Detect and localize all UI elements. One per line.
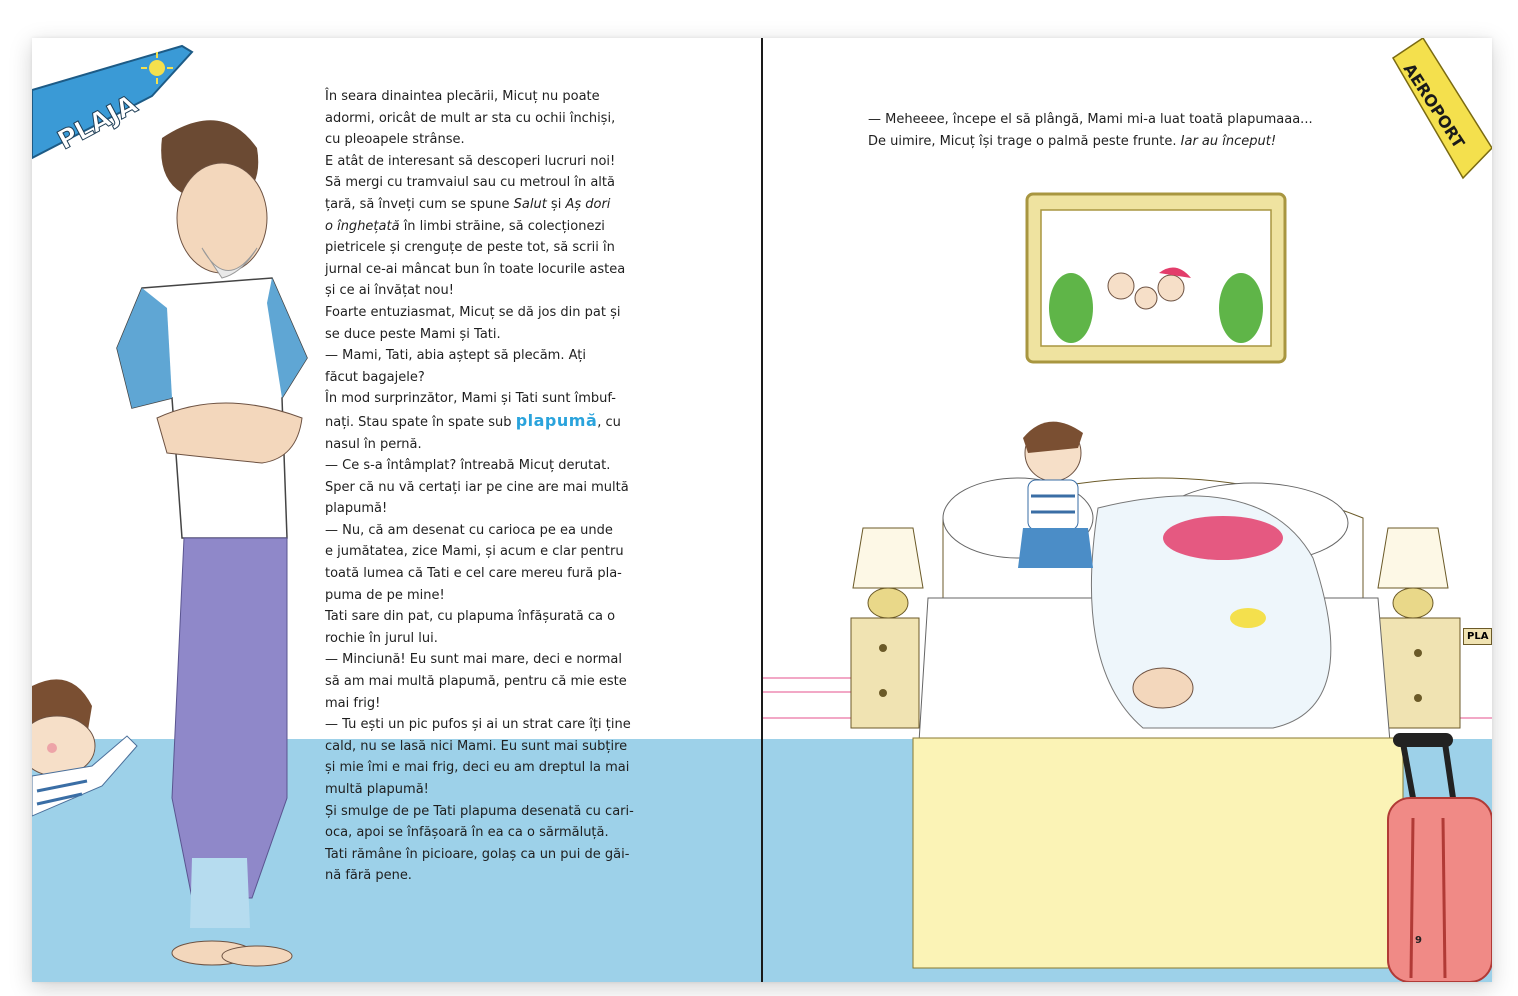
text-line — [325, 844, 665, 866]
text-line — [325, 822, 665, 844]
text-run: — Nu, că am desenat cu carioca pe ea unde — [325, 522, 613, 538]
text-line — [325, 280, 665, 302]
aeroport-sign-text: AEROPORT — [1399, 59, 1469, 152]
text-line — [325, 455, 665, 477]
text-run: făcut bagajele? — [325, 369, 425, 385]
text-line — [325, 259, 665, 281]
text-line — [325, 367, 665, 389]
text-run: Aș dori — [565, 196, 611, 212]
text-line — [325, 628, 665, 650]
text-run: jurnal ce-ai mâncat bun în toate locurile astea — [325, 261, 626, 277]
small-sign-text: PLA — [1463, 628, 1492, 645]
text-run: adormi, oricât de mult ar sta cu ochii închiși, — [325, 110, 616, 126]
text-run: toată lumea că Tati e cel care mereu fură pla- — [325, 566, 622, 582]
text-run: și mie îmi e mai frig, deci eu am dreptul la mai — [325, 760, 630, 776]
text-line — [325, 237, 665, 259]
text-line — [325, 585, 665, 607]
text-line — [868, 131, 1388, 153]
text-line — [325, 563, 665, 585]
text-run: rochie în jurul lui. — [325, 630, 438, 646]
text-run: — Tu ești un pic pufos și ai un strat care îți ține — [325, 717, 631, 733]
wall-picture-frame — [1021, 188, 1291, 368]
text-run: Să mergi cu tramvaiul sau cu metroul în altă — [325, 175, 615, 191]
text-run: oca, apoi se înfășoară în ea ca o sărmăluță. — [325, 825, 609, 841]
text-run: pietricele și crenguțe de peste tot, să scrii în — [325, 240, 615, 256]
suitcase-illustration — [1383, 728, 1492, 982]
text-line — [325, 434, 665, 456]
text-line — [325, 606, 665, 628]
text-run: în limbi străine, să colecționezi — [399, 218, 605, 234]
text-line — [325, 541, 665, 563]
text-run: Foarte entuziasmat, Micuț se dă jos din pat și — [325, 304, 621, 320]
text-line — [325, 172, 665, 194]
book-spread — [32, 38, 1492, 982]
text-run: cald, nu se lasă nici Mami. Eu sunt mai subțire — [325, 738, 628, 754]
text-run: De uimire, Micuț își trage o palmă peste frunte. — [868, 133, 1181, 149]
text-line — [325, 194, 665, 216]
text-run: Tati rămâne în picioare, golaș ca un pui de găi- — [325, 846, 630, 862]
text-run: E atât de interesant să descoperi lucruri noi! — [325, 153, 616, 169]
text-run: o înghețată — [325, 218, 400, 234]
text-line — [325, 736, 665, 758]
text-run: e jumătatea, zice Mami, și acum e clar pentru — [325, 544, 624, 560]
text-run: nasul în pernă. — [325, 436, 422, 452]
text-line — [325, 671, 665, 693]
text-run: Iar au început! — [1180, 133, 1277, 149]
highlighted-word: plapumă — [515, 410, 598, 430]
aeroport-sign-illustration — [1363, 38, 1492, 188]
text-line — [325, 693, 665, 715]
text-run: mai frig! — [325, 695, 381, 711]
text-run: Și smulge de pe Tati plapuma desenată cu cari- — [325, 803, 634, 819]
text-run: În seara dinaintea plecării, Micuț nu poate — [325, 89, 600, 104]
text-run: și ce ai învățat nou! — [325, 283, 454, 299]
text-run: — Mami, Tati, abia aștept să plecăm. Ați — [325, 348, 586, 364]
plaja-sign-text: PLAJA — [52, 89, 143, 157]
text-run: țară, să înveți cum se spune — [325, 196, 514, 212]
text-line — [325, 302, 665, 324]
text-run: să am mai multă plapumă, pentru că mie este — [325, 674, 627, 690]
text-run: puma de pe mine! — [325, 587, 445, 603]
text-line — [325, 757, 665, 779]
page-number: 9 — [1415, 935, 1422, 946]
text-line — [325, 801, 665, 823]
text-line — [868, 109, 1388, 131]
text-run: — Meheeee, începe el să plângă, Mami mi-a luat toată plapumaaa... — [868, 112, 1313, 127]
text-line — [325, 108, 665, 130]
text-line — [325, 477, 665, 499]
text-run: Salut — [513, 196, 547, 212]
text-line — [325, 410, 665, 434]
text-line — [325, 216, 665, 238]
text-run: În mod surprinzător, Mami și Tati sunt îmbuf- — [325, 391, 616, 407]
text-run: multă plapumă! — [325, 782, 429, 797]
child-peeking-illustration — [32, 666, 142, 826]
story-text-left — [325, 86, 665, 887]
text-run: — Minciună! Eu sunt mai mare, deci e normal — [325, 652, 622, 668]
text-line — [325, 388, 665, 410]
text-run: — Ce s-a întâmplat? întreabă Micuț derutat. — [325, 458, 611, 474]
father-illustration — [72, 98, 312, 978]
text-run: cu pleoapele strânse. — [325, 132, 465, 148]
text-line — [325, 649, 665, 671]
text-line — [325, 865, 665, 887]
text-line — [325, 714, 665, 736]
text-run: , cu — [597, 414, 621, 430]
text-run: plapumă! — [325, 501, 388, 517]
text-line — [325, 520, 665, 542]
text-line — [325, 779, 665, 801]
text-run: se duce peste Mami și Tati. — [325, 326, 501, 342]
left-page — [32, 38, 761, 982]
right-page — [763, 38, 1492, 982]
text-run: și — [546, 196, 566, 212]
text-run: Sper că nu vă certați iar pe cine are mai multă — [325, 479, 629, 495]
text-line — [325, 498, 665, 520]
text-line — [325, 129, 665, 151]
text-run: nă fără pene. — [325, 868, 412, 884]
text-line — [325, 345, 665, 367]
story-text-right — [868, 109, 1388, 152]
text-line — [325, 86, 665, 108]
text-run: nați. Stau spate în spate sub — [325, 414, 516, 430]
text-line — [325, 151, 665, 173]
text-line — [325, 324, 665, 346]
text-run: Tati sare din pat, cu plapuma înfășurată ca o — [325, 609, 616, 625]
